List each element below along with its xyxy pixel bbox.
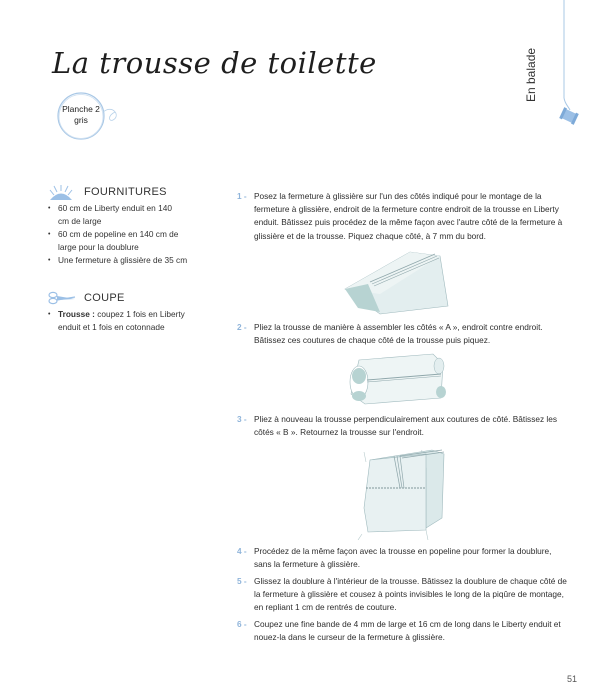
step-text: Procédez de la même façon avec la trousse en popeline pour former la doublure, sans la fermeture à glissière. (254, 546, 552, 570)
cutting-item-text: coupez 1 fois en Liberty enduit et 1 fois en cotonnade (58, 309, 185, 332)
step-text: Pliez à nouveau la trousse perpendiculairement aux coutures de côté. Bâtissez les côtés « B ». Retournez la trousse sur l'endroit. (254, 414, 558, 438)
pouch-zipper-illustration (340, 244, 455, 316)
step-number: 3 - (237, 414, 247, 424)
pincushion-icon (48, 185, 74, 199)
step-2 (237, 321, 567, 347)
page-title: La trousse de toilette (52, 46, 377, 80)
step-3 (237, 413, 567, 439)
step-number: 2 - (237, 322, 247, 332)
step-text: Glissez la doublure à l'intérieur de la trousse. Bâtissez la doublure de chaque côté de la fermeture à glissière et cousez à points invisibles le long de la piqûre de montage, en repliant 1 cm de rentrés de couture. (254, 576, 567, 613)
step-5 (237, 575, 567, 615)
page-number: 51 (567, 674, 578, 684)
cutting-item-label: Trousse : (58, 309, 95, 319)
step-number: 6 - (237, 619, 247, 629)
step-text: Pliez la trousse de manière à assembler les côtés « A », endroit contre endroit. Bâtissez ces coutures de chaque côté de la trousse puis piquez. (254, 322, 543, 346)
pattern-sheet-color: gris (74, 115, 88, 125)
step-6 (237, 618, 567, 644)
step-text: Coupez une fine bande de 4 mm de large et 16 cm de long dans le Liberty enduit et nouez-la dans le curseur de la fermeture à glissière. (254, 619, 561, 643)
supply-item: • Une fermeture à glissière de 35 cm (48, 254, 218, 267)
step-number: 5 - (237, 576, 247, 586)
cutting-heading: COUPE (84, 292, 125, 304)
cutting-section (48, 291, 218, 334)
supply-item: • 60 cm de Liberty enduit en 140 cm de large (48, 202, 178, 228)
step-4 (237, 545, 567, 571)
pattern-sheet-badge (55, 90, 107, 142)
chapter-tab-label: En balade (524, 47, 538, 102)
supply-item: • 60 cm de popeline en 140 cm de large pour la doublure (48, 228, 193, 254)
step-number: 4 - (237, 546, 247, 556)
step-1 (237, 190, 567, 243)
supplies-section (48, 185, 218, 267)
step-number: 1 - (237, 191, 247, 201)
pouch-tube-illustration (345, 350, 450, 408)
step-text: Posez la fermeture à glissière sur l'un des côtés indiqué pour le montage de la fermeture à glissière, endroit de la fermeture contre endroit de la trousse en Liberty enduit. Bâtissez puis procédez de la même façon avec l'autre côté de la fermeture à glissière et de la trousse. Piquez chaque côté, à 7 mm du bord. (254, 191, 563, 241)
cutting-item (48, 308, 208, 334)
pattern-sheet-number: Planche 2 (62, 104, 100, 114)
pouch-boxed-illustration (342, 448, 454, 540)
supplies-heading: FOURNITURES (84, 186, 167, 198)
scissors-icon (48, 291, 74, 305)
